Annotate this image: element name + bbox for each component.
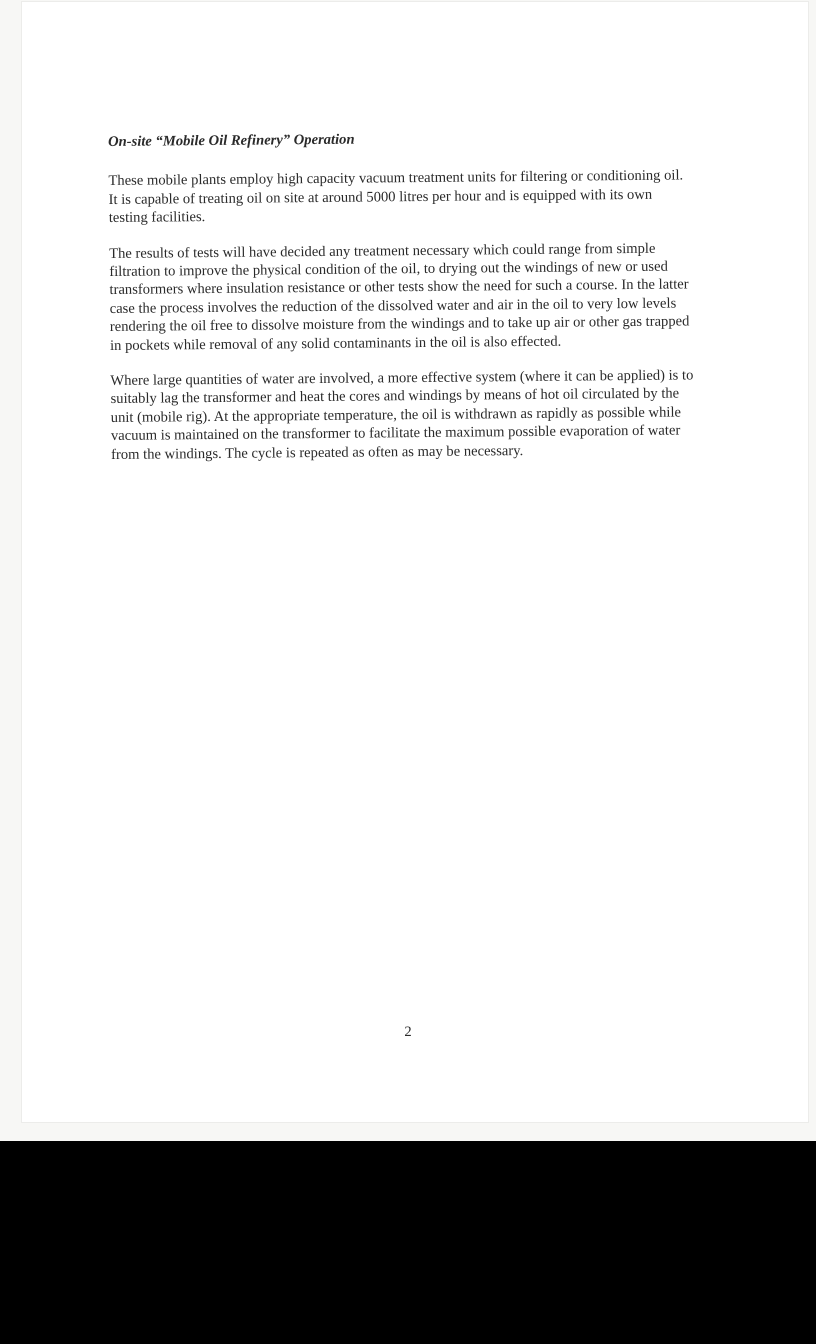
scan-bottom-edge bbox=[0, 1141, 816, 1344]
paragraph-test-results: The results of tests will have decided any treatment necessary which could range from simple filtration to improve the physical condition of the oil, to drying out the windings of new or used transformers where insulation resistance or other tests show the need for such a course. In the latter case the process involves the reduction of the dissolved water and air in the oil to very low levels rendering the oil free to dissolve moisture from the windings and to take up air or other gas trapped in pockets while removal of any solid contaminants in the oil is also effected. bbox=[109, 240, 690, 354]
page-number: 2 bbox=[404, 1024, 412, 1040]
paragraph-water-removal: Where large quantities of water are involved, a more effective system (where it can be applied) is to suitably lag the transformer and heat the cores and windings by means of hot oil circulated by the unit (mobile rig). At the appropriate temperature, the oil is withdrawn as rapidly as possible while vacuum is maintained on the transformer to facilitate the maximum possible evaporation of water from the windings. The cycle is repeated as often as may be necessary. bbox=[110, 367, 694, 463]
section-heading: On-site “Mobile Oil Refinery” Operation bbox=[108, 131, 355, 150]
document-body bbox=[108, 127, 696, 481]
paragraph-mobile-plants: These mobile plants employ high capacity vacuum treatment units for filtering or conditioning oil. It is capable of treating oil on site at around 5000 litres per hour and is equipped with its own testing facilities. bbox=[108, 167, 684, 227]
